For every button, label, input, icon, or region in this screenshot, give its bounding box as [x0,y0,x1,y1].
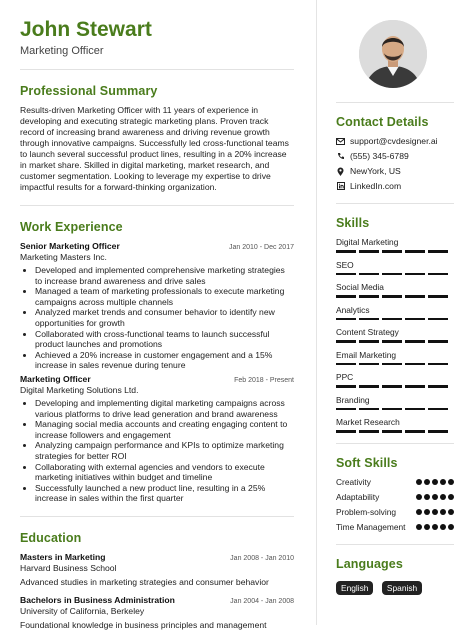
experience-heading: Work Experience [20,220,123,234]
skills-heading: Skills [336,216,370,230]
skill-level-segment [428,363,448,366]
summary-text: Results-driven Marketing Officer with 11 years of experience in developing and executing strategic marketing plans. Proven track record of increasing brand awareness and driving revenue growth through innovative campaigns. Successfully led cross-functional teams to launch several successful product lines, resulting in a 20% increase in market share. Skilled in digital marketing, market research, and customer segmentation. Looking to leverage my expertise to drive impactful results for a forward-thinking organization. [20,105,289,192]
skill-level-segment [405,408,425,411]
skill-level-segment [405,385,425,388]
rating-dot [440,494,446,500]
skill-level-bar [336,430,454,433]
skill-name: Analytics [336,304,370,315]
skill-level-segment [336,430,356,433]
sidebar-column [336,20,454,596]
rating-dot [440,524,446,530]
main-column [20,18,294,630]
job-title: Senior Marketing Officer [20,241,120,251]
bullet-item: • Developed and implemented comprehensive marketing strategies to increase brand awareness and drive sales [35,265,294,286]
skill-name: Branding [336,394,370,405]
candidate-name: John Stewart [20,18,152,41]
divider [336,443,454,444]
skill-level-segment [405,273,425,276]
education-entry [20,552,294,587]
divider [20,69,294,70]
skill-level-segment [382,273,402,276]
skill-level-segment [336,318,356,321]
skill-item [336,260,454,276]
skill-level-segment [382,318,402,321]
profile-photo [359,20,427,88]
skill-level-segment [382,363,402,366]
job-bullets [20,398,294,504]
skill-item [336,237,454,253]
skill-level-segment [336,273,356,276]
skill-level-bar [336,250,454,253]
contact-linkedin[interactable] [336,181,454,191]
skill-name: Market Research [336,417,400,427]
job-company: Digital Marketing Solutions Ltd. [20,384,139,395]
skill-level-segment [428,295,448,298]
rating-dot [440,479,446,485]
soft-skill-name: Problem-solving [336,506,397,517]
bullet-item: • Developing and implementing digital marketing campaigns across various platforms to drive lead generation and brand awareness [35,398,294,419]
rating-dot [424,509,430,515]
soft-skill-rating [416,494,454,500]
skill-level-bar [336,363,454,366]
location-icon [336,167,345,176]
contact-linkedin-text: LinkedIn.com [350,181,402,191]
job-entry [20,374,294,504]
rating-dot [432,479,438,485]
skill-level-segment [405,430,425,433]
degree-dates: Jan 2004 - Jan 2008 [230,597,294,605]
bullet-item: • Managing social media accounts and creating engaging content to increase followers and engagement [35,419,294,440]
job-dates: Feb 2018 - Present [234,376,294,384]
skill-level-bar [336,295,454,298]
contact-phone-text: (555) 345-6789 [350,151,409,161]
skill-level-segment [359,318,379,321]
skill-item [336,350,454,366]
bullet-item: • Successfully launched a new product line, resulting in a 25% increase in sales within the first quarter [35,483,294,504]
contact-section [336,115,454,191]
rating-dot [424,524,430,530]
soft-skill-name: Time Management [336,521,406,532]
skill-level-segment [359,250,379,253]
soft-skill-item [336,507,454,517]
skill-name: SEO [336,259,354,270]
skill-item [336,417,454,433]
skill-level-segment [336,408,356,411]
skill-level-segment [405,318,425,321]
soft-skill-rating [416,509,454,515]
soft-skill-name: Adaptability [336,491,380,502]
rating-dot [448,524,454,530]
contact-phone[interactable] [336,151,454,161]
skill-level-segment [405,340,425,343]
skill-item [336,327,454,343]
skill-level-segment [336,340,356,343]
contact-email[interactable] [336,136,454,146]
skill-level-segment [382,385,402,388]
skill-level-segment [359,430,379,433]
skill-level-bar [336,318,454,321]
rating-dot [432,509,438,515]
skill-level-segment [336,250,356,253]
bullet-item: • Collaborating with external agencies and vendors to execute marketing initiatives within budget and timeline [35,462,294,483]
education-section [20,531,294,630]
rating-dot [424,479,430,485]
candidate-title: Marketing Officer [20,45,104,57]
skill-level-segment [382,408,402,411]
rating-dot [448,509,454,515]
language-badge: English [336,581,373,595]
divider [336,544,454,545]
divider [20,205,294,206]
skill-level-segment [428,340,448,343]
rating-dot [416,479,422,485]
skill-name: Content Strategy [336,327,399,337]
job-entry [20,241,294,371]
skill-name: Email Marketing [336,349,397,360]
skill-level-segment [336,295,356,298]
rating-dot [448,494,454,500]
bullet-item: • Collaborated with cross-functional teams to launch successful product launches and promotions [35,329,294,350]
soft-skill-name: Creativity [336,476,371,487]
skill-level-segment [359,295,379,298]
soft-skill-rating [416,479,454,485]
linkedin-icon [336,182,345,191]
email-icon [336,137,345,146]
job-bullets [20,265,294,371]
rating-dot [432,494,438,500]
summary-section [20,84,294,193]
skill-level-segment [359,273,379,276]
degree-description: Foundational knowledge in business principles and management [20,619,267,630]
education-heading: Education [20,530,82,545]
bullet-item: • Analyzing campaign performance and KPIs to optimize marketing strategies for better ROI [35,440,294,461]
rating-dot [416,494,422,500]
rating-dot [432,524,438,530]
soft-skills-section [336,456,454,532]
skill-level-segment [405,363,425,366]
experience-section [20,220,294,504]
skill-item [336,372,454,388]
skill-level-segment [428,318,448,321]
soft-skill-item [336,492,454,502]
soft-skill-item [336,477,454,487]
school-name: University of California, Berkeley [20,605,145,616]
phone-icon [336,152,345,161]
skills-section [336,216,454,433]
degree-dates: Jan 2008 - Jan 2010 [230,554,294,562]
bullet-item: • Analyzed market trends and consumer behavior to identify new opportunities for growth [35,307,294,328]
skill-name: Digital Marketing [336,237,399,247]
skill-level-segment [382,250,402,253]
soft-skill-item [336,522,454,532]
soft-skills-heading: Soft Skills [336,455,398,470]
skill-level-bar [336,408,454,411]
skill-level-segment [405,295,425,298]
skill-level-segment [428,250,448,253]
skill-level-segment [382,340,402,343]
rating-dot [440,509,446,515]
school-name: Harvard Business School [20,562,117,573]
languages-section [336,557,454,596]
languages-heading: Languages [336,556,403,571]
contact-location [336,166,454,176]
skill-level-segment [428,273,448,276]
skill-level-segment [382,430,402,433]
rating-dot [424,494,430,500]
job-dates: Jan 2010 - Dec 2017 [229,244,294,251]
skill-level-segment [405,250,425,253]
skill-level-segment [359,408,379,411]
skill-level-segment [359,340,379,343]
rating-dot [416,524,422,530]
skill-level-segment [359,385,379,388]
job-company: Marketing Masters Inc. [20,252,107,262]
rating-dot [448,479,454,485]
skill-level-segment [428,385,448,388]
job-title: Marketing Officer [20,373,91,384]
skill-level-segment [359,363,379,366]
skill-name: PPC [336,372,354,382]
divider [336,203,454,204]
soft-skill-rating [416,524,454,530]
skill-item [336,395,454,411]
skill-level-segment [382,295,402,298]
contact-location-text: NewYork, US [350,166,401,176]
contact-heading: Contact Details [336,115,429,129]
skill-item [336,282,454,298]
divider [20,516,294,517]
language-badge: Spanish [382,581,422,595]
skill-level-segment [336,363,356,366]
skill-level-segment [428,408,448,411]
column-divider [316,0,317,625]
skill-level-bar [336,385,454,388]
summary-heading: Professional Summary [20,84,158,98]
divider [336,102,454,103]
bullet-item: • Achieved a 20% increase in customer engagement and a 15% increase in sales revenue during tenure [35,350,294,371]
skill-name: Social Media [336,282,384,292]
skill-level-bar [336,340,454,343]
bullet-item: • Managed a team of marketing professionals to execute marketing campaigns across multiple channels [35,286,294,307]
rating-dot [416,509,422,515]
contact-email-text: support@cvdesigner.ai [350,136,438,146]
degree-title: Masters in Marketing [20,551,106,562]
skill-level-bar [336,273,454,276]
degree-title: Bachelors in Business Administration [20,594,175,605]
skill-item [336,305,454,321]
skill-level-segment [336,385,356,388]
degree-description: Advanced studies in marketing strategies and consumer behavior [20,576,269,587]
skill-level-segment [428,430,448,433]
